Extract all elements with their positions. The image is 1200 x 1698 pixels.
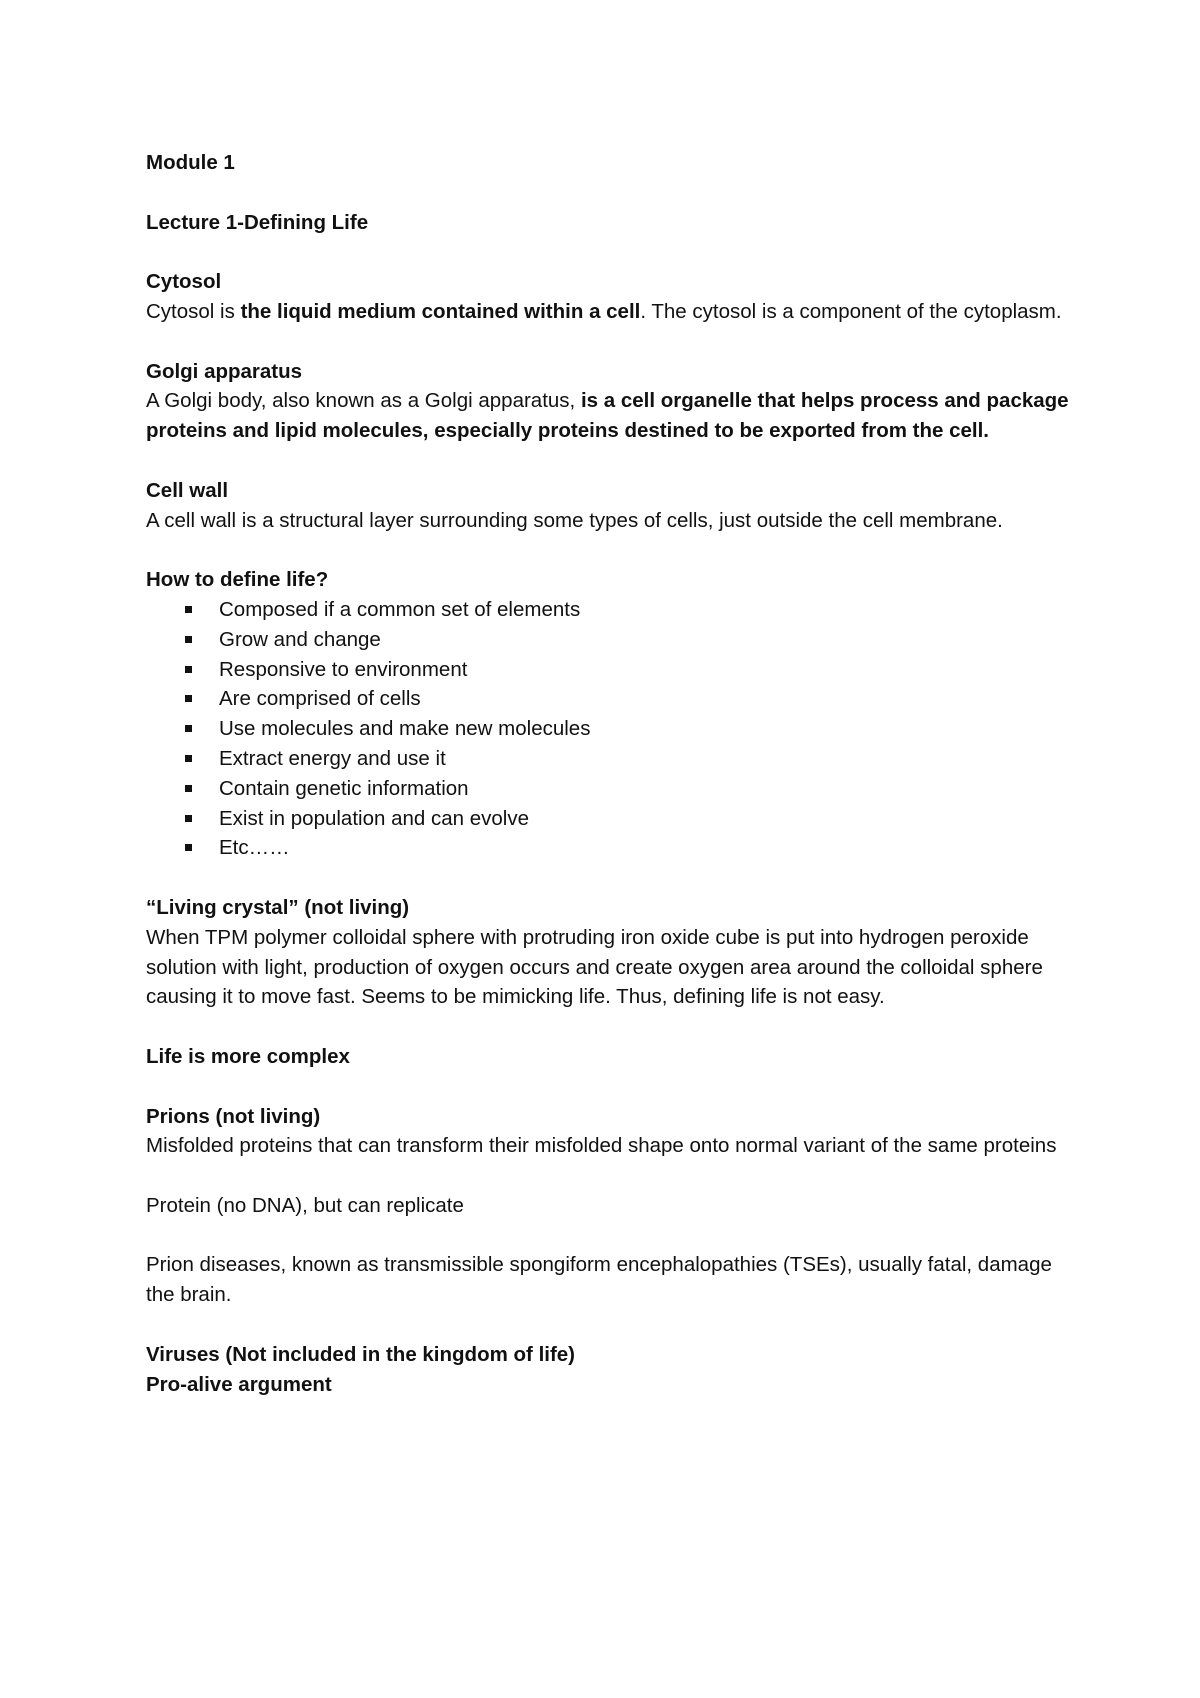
cytosol-heading: Cytosol [146, 270, 222, 294]
list-item-text: Responsive to environment [219, 657, 468, 681]
square-bullet-icon [185, 844, 192, 851]
square-bullet-icon [185, 725, 192, 732]
spacer [146, 327, 1076, 357]
complex-heading: Life is more complex [146, 1044, 350, 1068]
prions-heading: Prions (not living) [146, 1104, 321, 1128]
golgi-def-bold: is a cell organelle that helps process and package proteins and lipid molecules, especially proteins destined to be exported from the cell. [146, 389, 1069, 443]
prions-replicate-text: Protein (no DNA), but can replicate [146, 1193, 464, 1217]
list-item-text: Extract energy and use it [219, 746, 446, 770]
cell-wall-definition: A cell wall is a structural layer surrounding some types of cells, just outside the cell membrane. [146, 508, 1003, 532]
cytosol-def-bold: the liquid medium contained within a cell [240, 299, 641, 323]
list-item [146, 625, 1076, 655]
spacer [146, 237, 1076, 267]
list-item [146, 774, 1076, 804]
cytosol-definition [146, 297, 1076, 327]
document-page [146, 148, 1076, 1399]
list-item [146, 833, 1076, 863]
golgi-definition [146, 386, 1076, 446]
list-item-text: Grow and change [219, 627, 381, 651]
square-bullet-icon [185, 666, 192, 673]
spacer [146, 1310, 1076, 1340]
define-life-list [146, 595, 1076, 863]
spacer [146, 535, 1076, 565]
square-bullet-icon [185, 815, 192, 822]
prion-diseases-text: Prion diseases, known as transmissible spongiform encephalopathies (TSEs), usually fatal, damage the brain. [146, 1253, 1052, 1307]
module-title: Module 1 [146, 151, 235, 174]
list-item [146, 804, 1076, 834]
square-bullet-icon [185, 636, 192, 643]
list-item [146, 744, 1076, 774]
square-bullet-icon [185, 755, 192, 762]
pro-alive-heading: Pro-alive argument [146, 1372, 332, 1396]
cytosol-def-lead: Cytosol is [146, 299, 241, 323]
spacer [146, 1012, 1076, 1042]
prions-text: Misfolded proteins that can transform their misfolded shape onto normal variant of the same proteins [146, 1134, 1057, 1158]
list-item [146, 655, 1076, 685]
spacer [146, 446, 1076, 476]
living-crystal-heading: “Living crystal” (not living) [146, 895, 410, 919]
list-item [146, 684, 1076, 714]
cytosol-def-tail: . The cytosol is a component of the cytoplasm. [640, 299, 1062, 323]
square-bullet-icon [185, 785, 192, 792]
list-item-text: Exist in population and can evolve [219, 806, 529, 830]
spacer [146, 178, 1076, 208]
list-item [146, 595, 1076, 625]
square-bullet-icon [185, 606, 192, 613]
viruses-heading: Viruses (Not included in the kingdom of life) [146, 1342, 576, 1366]
spacer [146, 1161, 1076, 1191]
list-item-text: Composed if a common set of elements [219, 597, 581, 621]
square-bullet-icon [185, 695, 192, 702]
spacer [146, 1072, 1076, 1102]
spacer [146, 863, 1076, 893]
list-item-text: Are comprised of cells [219, 687, 421, 711]
golgi-heading: Golgi apparatus [146, 359, 303, 383]
list-item [146, 714, 1076, 744]
list-item-text: Contain genetic information [219, 776, 469, 800]
golgi-def-lead: A Golgi body, also known as a Golgi apparatus, [146, 389, 581, 413]
list-item-text: Etc…… [219, 836, 290, 860]
list-item-text: Use molecules and make new molecules [219, 717, 591, 741]
lecture-title: Lecture 1-Defining Life [146, 210, 369, 234]
spacer [146, 1221, 1076, 1251]
define-life-heading: How to define life? [146, 568, 329, 592]
cell-wall-heading: Cell wall [146, 478, 229, 502]
living-crystal-text: When TPM polymer colloidal sphere with protruding iron oxide cube is put into hydrogen peroxide solution with light, production of oxygen occurs and create oxygen area around the colloidal sphere causing it to move fast. Seems to be mimicking life. Thus, defining life is not easy. [146, 925, 1043, 1009]
